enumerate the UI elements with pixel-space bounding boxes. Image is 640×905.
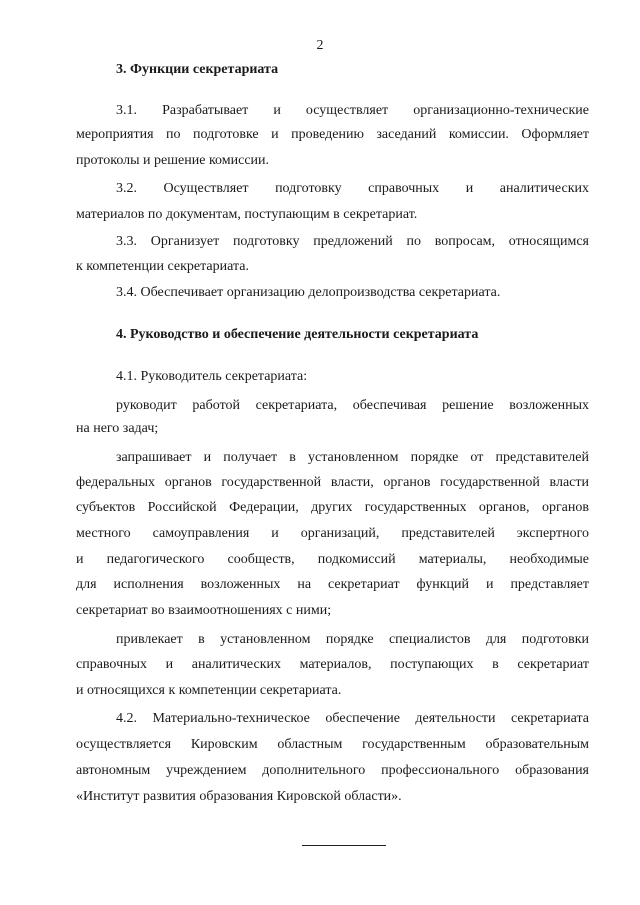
paragraph-line: руководит работой секретариата, обеспечивая решение возложенных [116,398,589,413]
paragraph-line: 4.2. Материально-техническое обеспечение деятельности секретариата [116,711,589,726]
paragraph-line: субъектов Российской Федерации, других государственных органов, органов [76,500,589,515]
section-4-heading: 4. Руководство и обеспечение деятельности секретариата [116,327,479,342]
paragraph-line: материалов по документам, поступающим в секретариат. [76,207,418,222]
paragraph-line: на него задач; [76,421,159,436]
paragraph-line: протоколы и решение комиссии. [76,153,270,168]
paragraph-line: осуществляется Кировским областным государственным образовательным [76,737,589,752]
paragraph-line: привлекает в установленном порядке специалистов для подготовки [116,632,589,647]
paragraph-line: 3.4. Обеспечивает организацию делопроизводства секретариата. [116,285,501,300]
paragraph-line: и педагогического сообществ, подкомиссий материалы, необходимые [76,552,589,567]
page-number: 2 [316,38,324,53]
paragraph-line: федеральных органов государственной власти, органов государственной власти [76,475,589,490]
paragraph-line: для исполнения возложенных на секретариат функций и представляет [76,577,589,592]
paragraph-line: «Институт развития образования Кировской области». [76,789,402,804]
paragraph-line: 4.1. Руководитель секретариата: [116,369,308,384]
paragraph-line: и относящихся к компетенции секретариата. [76,683,342,698]
paragraph-line: к компетенции секретариата. [76,259,249,274]
paragraph-line: секретариат во взаимоотношениях с ними; [76,603,332,618]
paragraph-line: 3.1. Разрабатывает и осуществляет организационно-технические [116,103,589,118]
paragraph-line: мероприятия по подготовке и проведению заседаний комиссии. Оформляет [76,127,589,142]
paragraph-line: местного самоуправления и организаций, представителей экспертного [76,526,589,541]
paragraph-line: 3.2. Осуществляет подготовку справочных и аналитических [116,181,589,196]
paragraph-line: справочных и аналитических материалов, поступающих в секретариат [76,657,589,672]
end-of-document-rule [302,845,386,846]
section-3-heading: 3. Функции секретариата [116,62,279,77]
paragraph-line: автономным учреждением дополнительного профессионального образования [76,763,589,778]
paragraph-line: 3.3. Организует подготовку предложений по вопросам, относящимся [116,234,589,249]
paragraph-line: запрашивает и получает в установленном порядке от представителей [116,450,589,465]
